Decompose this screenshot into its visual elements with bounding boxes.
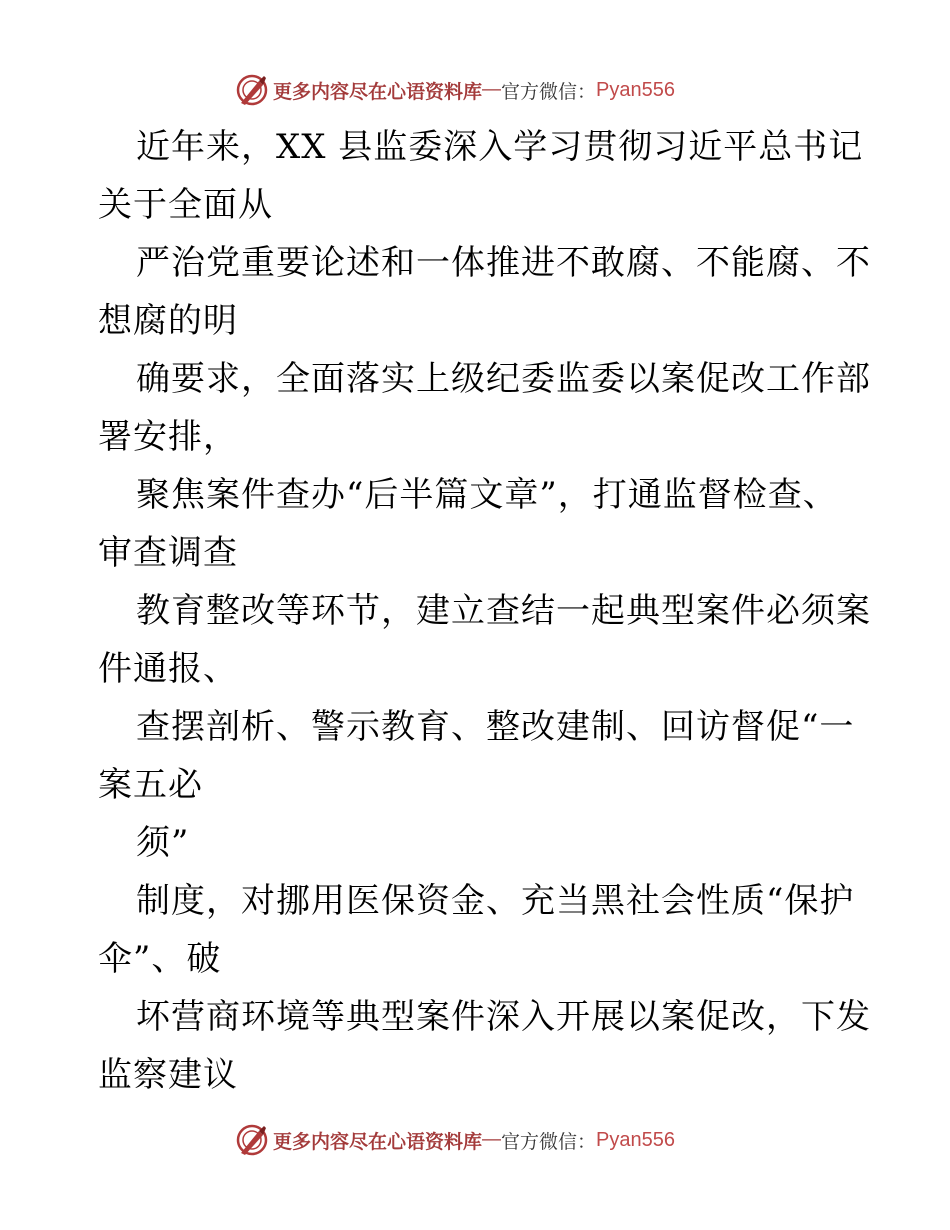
text-line: 须” (136, 823, 190, 863)
footer-watermark (235, 1122, 735, 1158)
text-line: 想腐的明 (98, 301, 238, 341)
watermark-main-text: 更多内容尽在心语资料库 (273, 80, 483, 103)
text-line: 件通报、 (98, 649, 238, 689)
watermark-wechat-label: 官方微信： (501, 80, 597, 103)
text-line: 聚焦案件查办“后半篇文章”，打通监督检查、 (136, 475, 838, 515)
text-line: 查摆剖析、警示教育、整改建制、回访督促“一 (136, 707, 855, 747)
watermark-wechat-label: 官方微信： (501, 1130, 597, 1153)
text-line: 近年来，XX 县监委深入学习贯彻习近平总书记 (136, 127, 864, 167)
watermark-main-text: 更多内容尽在心语资料库 (273, 1130, 483, 1153)
watermark-wechat-id: Pyan556 (596, 1128, 675, 1151)
text-line: 教育整改等环节，建立查结一起典型案件必须案 (136, 591, 871, 631)
pen-logo-icon (235, 73, 269, 107)
text-line: 伞”、破 (98, 939, 222, 979)
text-line: 坏营商环境等典型案件深入开展以案促改，下发 (136, 997, 871, 1037)
text-line: 署安排， (98, 417, 238, 457)
text-line: 审查调查 (98, 533, 238, 573)
text-line: 制度，对挪用医保资金、充当黑社会性质“保护 (136, 881, 855, 921)
text-line: 严治党重要论述和一体推进不敢腐、不能腐、不 (136, 243, 871, 283)
pen-logo-icon (235, 1123, 269, 1157)
text-line: 确要求，全面落实上级纪委监委以案促改工作部 (136, 359, 871, 399)
body-text (98, 118, 871, 1104)
text-line: 关于全面从 (98, 185, 273, 225)
watermark-separator: — (482, 1129, 502, 1150)
header-watermark (235, 72, 735, 108)
watermark-wechat-id: Pyan556 (596, 78, 675, 101)
text-line: 监察建议 (98, 1055, 238, 1095)
text-line: 案五必 (98, 765, 203, 805)
watermark-separator: — (482, 79, 502, 100)
